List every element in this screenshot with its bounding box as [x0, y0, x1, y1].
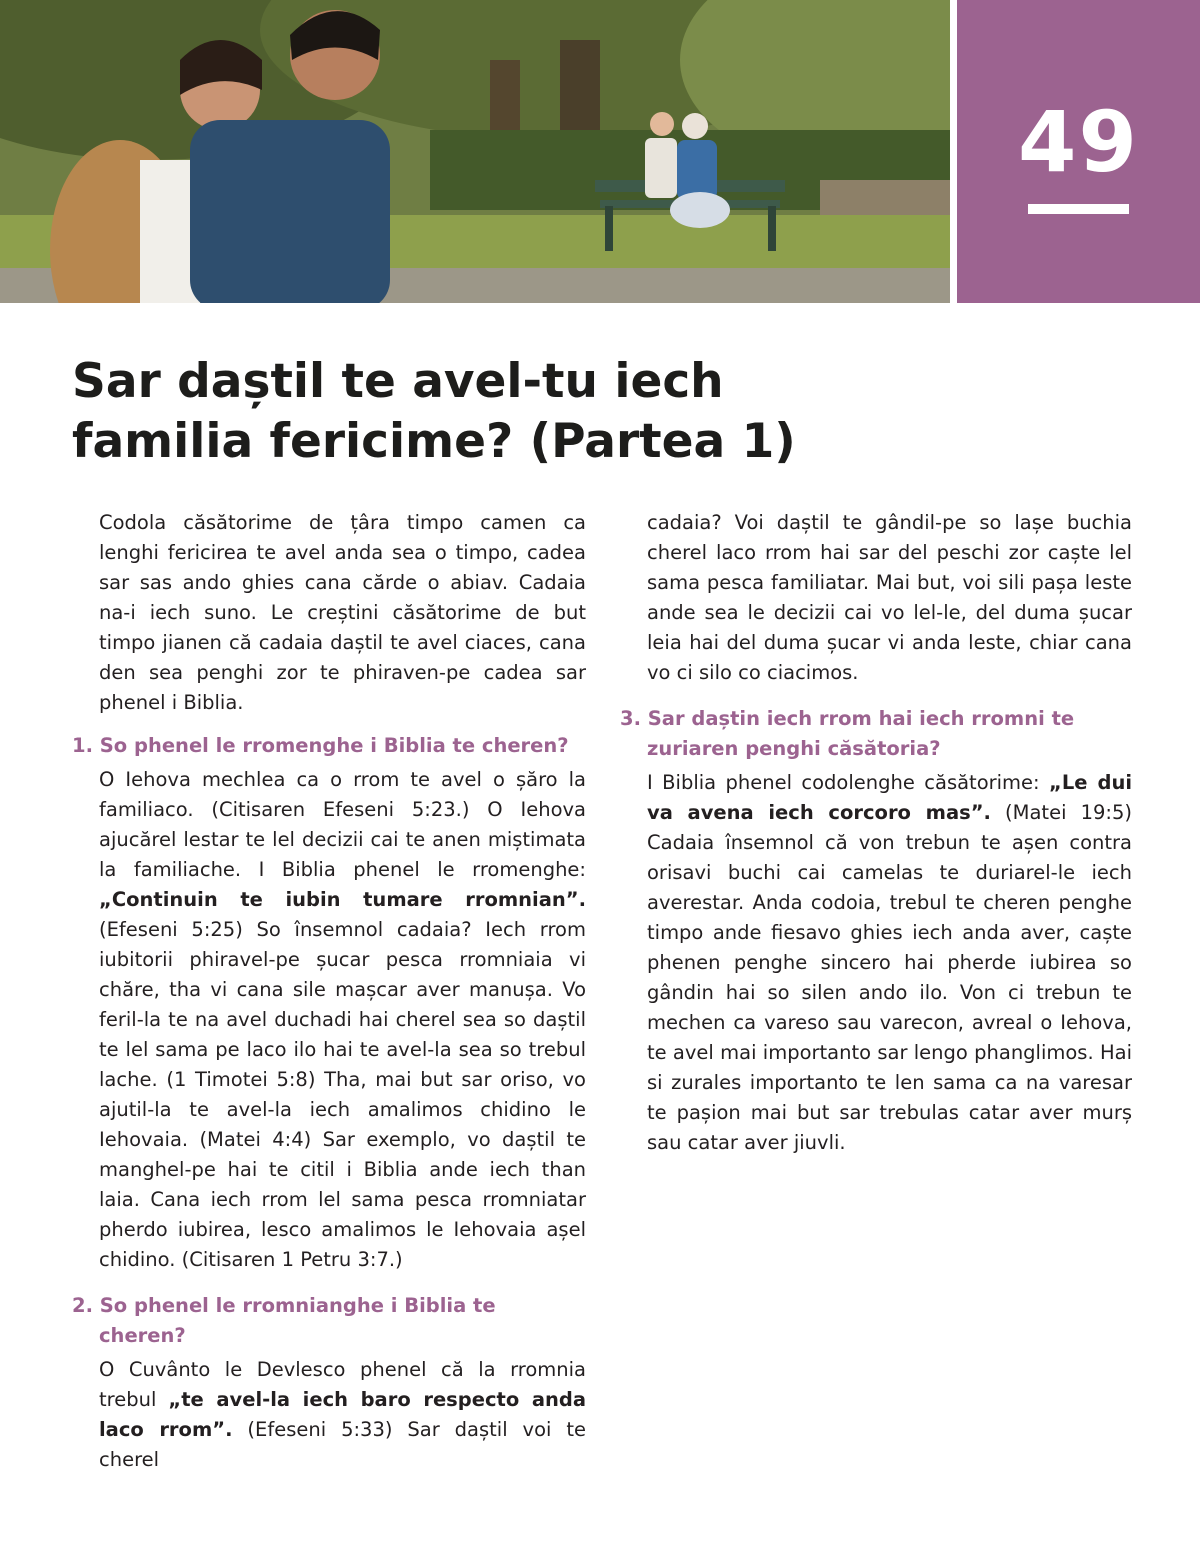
q1-text-a: O Iehova mechlea ca o rrom te avel o șăro la familiaco. (Citisaren Efeseni 5:23.) O Iehova ajucărel lestar te lel decizii cai te anen miștimata la familiache. I Biblia phenel le rromenghe: — [99, 768, 586, 881]
right-column — [620, 508, 1132, 1158]
question-3-answer — [620, 768, 1132, 1158]
q3-text-a: I Biblia phenel codolenghe căsătorime: — [647, 771, 1050, 794]
title-line-1: Sar daștil te avel-tu iech — [72, 354, 724, 409]
title-line-2: familia fericime? (Partea 1) — [72, 414, 796, 469]
question-2-answer-continued: cadaia? Voi daștil te gândil-pe so lașe buchia cherel laco rrom hai sar del peschi zor caște lel sama pesca familiatar. Mai but, voi sili pașa leste ande sea le decizii cai vo lel-le, del duma șucar leia hai del duma șucar vi anda leste, chiar cana vo ci silo co ciacimos. — [647, 511, 1132, 684]
q2-bible-quote: „te avel-la iech baro respecto anda laco rrom”. — [99, 1388, 586, 1441]
lesson-number-badge — [957, 0, 1200, 303]
q3-bible-quote: „Le dui va avena iech corcoro mas”. — [647, 771, 1133, 824]
header-photo — [0, 0, 950, 303]
lesson-number: 49 — [1018, 93, 1139, 191]
page-title — [72, 352, 892, 472]
q2-text-b-start: (Efeseni 5:33) Sar daștil voi te cherel — [99, 1418, 587, 1471]
question-1-answer — [72, 765, 586, 1275]
left-column — [72, 508, 586, 1475]
q1-text-b: (Efeseni 5:25) So însemnol cadaia? Iech rrom iubitorii phiravel-pe șucar pesca rromniaia vi chăre, tha vi cana sile mașcar aver manușa. Vo feril-la te na avel duchadi hai cherel sea so daștil te lel sama pe laco ilo hai te avel-la sea so trebul lache. (1 Timotei 5:8) Tha, mai but sar oriso, vo ajutil-la te avel-la iech amalimos chidino le Iehovaia. (Matei 4:4) Sar exemplo, vo daștil te manghel-pe hai te citil i Biblia ande iech than laia. Cana iech rrom lel sama pesca rromniatar pherdo iubirea, lesco amalimos le Iehovaia așel chidino. (Citisaren 1 Petru 3:7.) — [99, 918, 586, 1271]
badge-underline — [1028, 204, 1129, 214]
q2-text-a: O Cuvânto le Devlesco phenel că la rromnia trebul — [99, 1358, 586, 1411]
park-scene-illustration — [0, 0, 950, 303]
question-2-heading: 2. So phenel le rromnianghe i Biblia te cheren? — [72, 1294, 496, 1347]
q1-bible-quote: „Continuin te iubin tumare rromnian”. — [99, 888, 586, 911]
q3-text-b: (Matei 19:5) Cadaia însemnol că von trebun te așen contra orisavi buchi cai camelas te duriarel-le iech averestar. Anda codoia, trebul te cheren penghe timpo ande fiesavo ghies iech anda aver, caște phenen penghe sincero hai pherde iubirea so gândin hai so silen ando ilo. Von ci trebun te mechen ca vareso sau varecon, avreal o Iehova, te avel mai importanto sar lengo phanglimos. Hai si zurales importanto te len sama ca na varesar te pașion mai but sar trebulas catar aver murș sau catar aver jiuvli. — [647, 801, 1132, 1154]
question-1-heading: 1. So phenel le rromenghe i Biblia te cheren? — [72, 734, 569, 757]
question-2-answer-start — [72, 1355, 586, 1475]
intro-paragraph: Codola căsătorime de țâra timpo camen ca lenghi fericirea te avel anda sea o timpo, cadea sar sas ando ghies cana cărde o abiav. Cadaia na-i iech suno. Le creștini căsătorime de but timpo jianen că cadaia daștil te avel ciaces, cana den sea penghi zor te phiraven-pe cadea sar phenel i Biblia. — [99, 511, 586, 714]
question-3-heading: 3. Sar daștin iech rrom hai iech rromni te zuriaren penghi căsătoria? — [620, 707, 1075, 760]
